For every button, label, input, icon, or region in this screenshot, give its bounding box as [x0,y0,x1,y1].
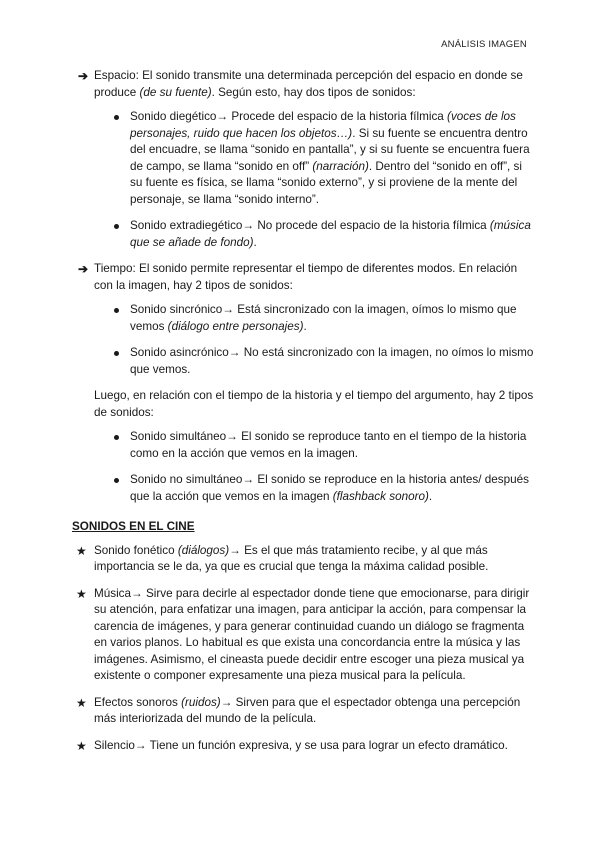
star-bullet-icon: ★ [76,738,87,753]
sincronico-text: Sonido sincrónico→ Está sincronizado con la imagen, oímos lo mismo que vemos [130,303,517,333]
star-bullet-icon: ★ [76,586,87,601]
sincronico-text-end: . [303,319,307,333]
espacio-text: Espacio: El sonido transmite una determinada percepción del espacio en donde se produce [94,69,523,99]
espacio-item [72,68,534,251]
bullet-dot-icon [114,478,119,483]
star-bullet-icon: ★ [76,695,87,710]
list-item-no-simultaneo [94,472,534,505]
bullet-dot-icon [114,115,119,120]
star-item-silencio [72,738,534,755]
star-item-efectos [72,695,534,728]
extradiegetico-text: Sonido extradiegético→ No procede del espacio de la historia fílmica [130,219,490,232]
document-body [72,68,534,764]
star-item-fonetico [72,543,534,576]
list-item-extradiegetico [94,218,534,251]
diegetico-italic: (voces de los personajes, ruido que hacen los objetos…) [130,110,516,140]
extradiegetico-italic: (música que se añade de fondo) [130,219,531,249]
asincronico-text: Sonido asincrónico→ No está sincronizado con la imagen, no oímos lo mismo que vemos. [130,346,534,376]
bullet-dot-icon [114,351,119,356]
musica-text: Música→ Sirve para decirle al espectador donde tiene que emocionarse, para dirigir su atención, para enfatizar una imagen, para anticipar la acción, para compensar la carencia de imágenes, y para generar continuidad cuando un diálogo se fragmenta en varios planos. Lo habitual es que exista una concordancia entre la música y las imágenes. Asimismo, el cineasta puede decidir entre escoger una pieza musical ya existente o componer expresamente una pieza musical para la película. [94,586,530,682]
fonetico-text: Sonido fonético [94,543,178,557]
historia-list [94,429,534,505]
no-simultaneo-text: Sonido no simultáneo→ El sonido se reproduce en la historia antes/ después que la acción que vemos en la imagen [130,473,529,503]
luego-paragraph: Luego, en relación con el tiempo de la historia y el tiempo del argumento, hay 2 tipos de sonidos: [94,389,534,419]
silencio-text: Silencio→ Tiene un función expresiva, y se usa para lograr un efecto dramático. [94,738,508,752]
espacio-text-end: . Según esto, hay dos tipos de sonidos: [211,85,416,99]
list-item-sincronico [94,302,534,335]
efectos-italic: (ruidos) [181,695,221,709]
fonetico-text-end: → Es el que más tratamiento recibe, y al que más importancia se le da, ya que es crucial que tenga la máxima calidad posible. [94,543,489,573]
list-item-asincronico [94,345,534,378]
arrow-bullet-icon: ➔ [78,69,89,83]
espacio-list [94,109,534,251]
diegetico-italic-2: (narración) [312,159,369,173]
simultaneo-text: Sonido simultáneo→ El sonido se reproduce tanto en el tiempo de la historia como en la acción que vemos en la imagen. [130,430,527,460]
page-header: ANÁLISIS IMAGEN [441,39,527,50]
tiempo-list [94,302,534,378]
fonetico-italic: (diálogos) [177,543,230,557]
diegetico-text-3: . Dentro del “sonido en off”, si su fuente es física, se llama “sonido externo”, y si proviene de la mente del personaje, se llama “sonido interno”. [130,159,522,206]
diegetico-text-2: . Si su fuente se encuentra dentro del encuadre, se llama “sonido en pantalla”, y si su fuente se encuentra fuera de campo, se llama “sonido en off” [130,126,530,173]
bullet-dot-icon [114,224,119,229]
arrow-bullet-icon: ➔ [78,262,89,276]
diegetico-text: Sonido diegético→ Procede del espacio de la historia fílmica [130,110,448,123]
section-title: SONIDOS EN EL CINE [72,520,195,533]
star-item-musica [72,586,534,685]
efectos-text-end: → Sirven para que el espectador obtenga una percepción más interiorizada del mundo de la película. [94,695,521,725]
star-bullet-icon: ★ [76,543,87,558]
no-simultaneo-italic: (flashback sonoro) [332,489,429,503]
tiempo-text: Tiempo: El sonido permite representar el tiempo de diferentes modos. En relación con la imagen, hay 2 tipos de sonidos: [94,262,518,292]
espacio-italic: (de su fuente) [139,85,212,99]
no-simultaneo-text-end: . [428,489,433,503]
list-item-simultaneo [94,429,534,462]
bullet-dot-icon [114,308,119,313]
efectos-text: Efectos sonoros [94,695,182,709]
list-item-diegetico [94,109,534,208]
bullet-dot-icon [114,435,119,440]
tiempo-item [72,261,534,378]
extradiegetico-text-end: . [253,235,257,249]
sincronico-italic: (diálogo entre personajes) [167,319,304,333]
